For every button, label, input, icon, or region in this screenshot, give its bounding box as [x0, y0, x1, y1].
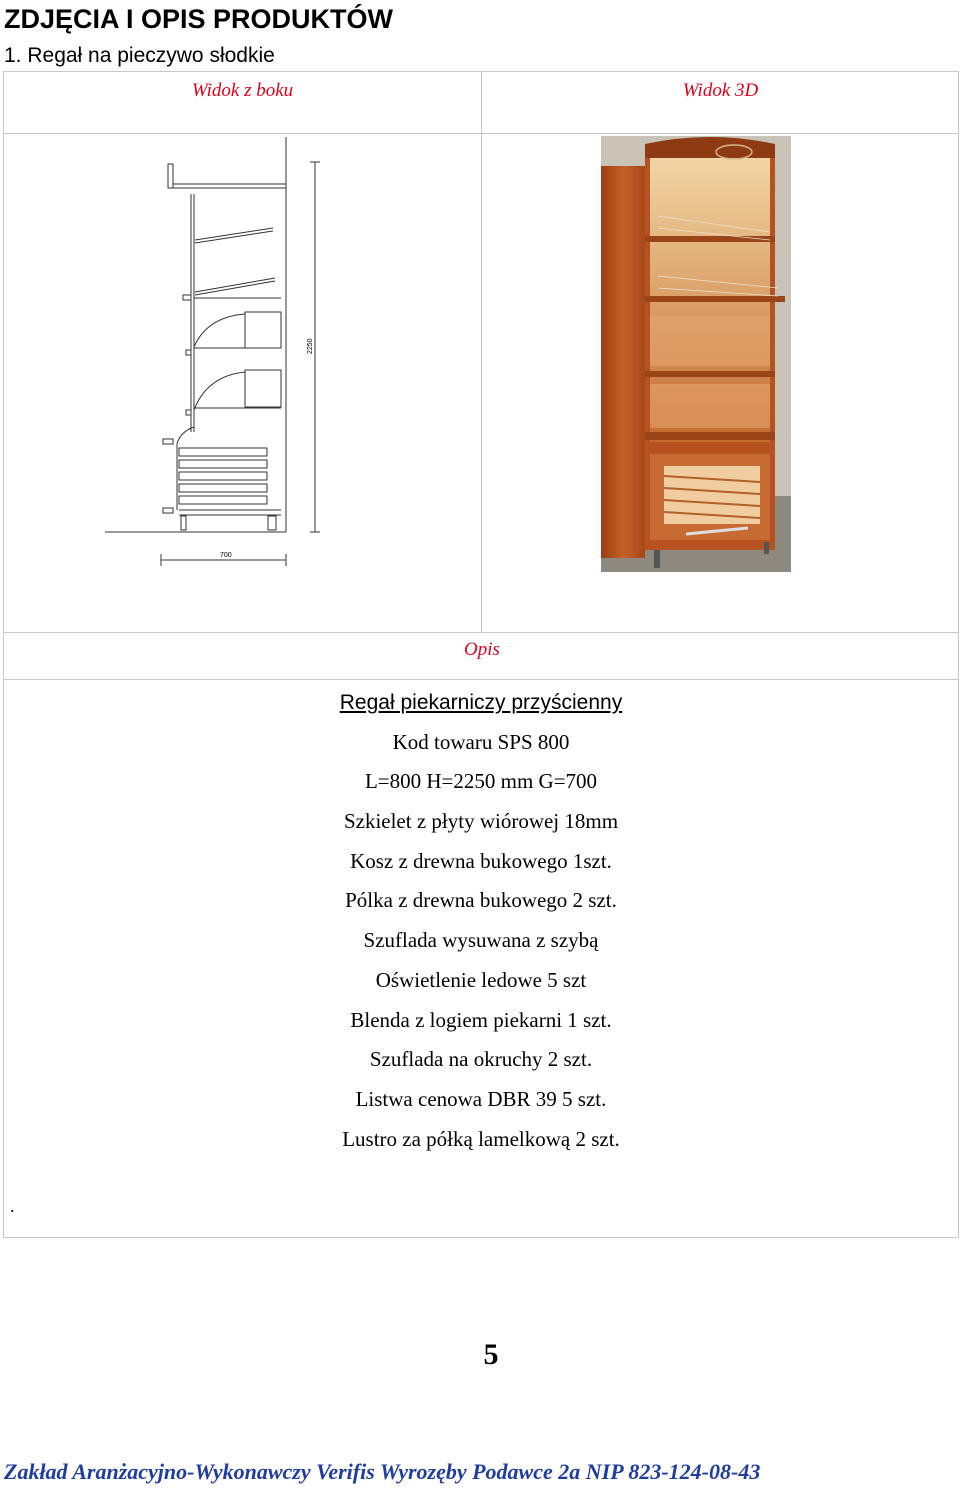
description-label: Opis: [464, 639, 500, 660]
description-line: Oświetlenie ledowe 5 szt: [375, 967, 587, 992]
product-name: Regał piekarniczy przyścienny: [339, 691, 623, 714]
description-line: Listwa cenowa DBR 39 5 szt.: [355, 1086, 607, 1111]
section-subtitle: 1. Regał na pieczywo słodkie: [4, 44, 275, 67]
trailing-dot: .: [10, 1196, 15, 1216]
description-line: Kosz z drewna bukowego 1szt.: [350, 848, 612, 873]
product-description: [3, 683, 959, 1159]
description-line: Szkielet z płyty wiórowej 18mm: [343, 809, 619, 834]
description-line: Pólka z drewna bukowego 2 szt.: [345, 888, 617, 913]
description-line: Blenda z logiem piekarni 1 szt.: [350, 1007, 612, 1032]
height-dimension: 2250: [307, 338, 314, 354]
depth-dimension: 700: [220, 552, 232, 559]
description-line: Lustro za półką lamelkową 2 szt.: [342, 1126, 620, 1151]
description-line: Szuflada wysuwana z szybą: [363, 928, 599, 953]
side-view-label: Widok z boku: [191, 80, 294, 101]
description-line: Kod towaru SPS 800: [392, 729, 570, 754]
table-column-divider: [481, 72, 482, 632]
side-view-drawing: [95, 132, 335, 572]
description-line: L=800 H=2250 mm G=700: [364, 769, 598, 794]
table-divider: [4, 679, 958, 680]
page-number: 5: [483, 1338, 499, 1371]
company-footer: Zakład Aranżacyjno-Wykonawczy Verifis Wyrozęby Podawce 2a NIP 823-124-08-43: [4, 1459, 761, 1484]
table-divider: [4, 632, 958, 633]
description-line: Szuflada na okruchy 2 szt.: [369, 1047, 593, 1072]
document-title: ZDJĘCIA I OPIS PRODUKTÓW: [4, 4, 394, 34]
3d-view-image: [598, 136, 794, 576]
3d-view-label: Widok 3D: [682, 80, 759, 101]
